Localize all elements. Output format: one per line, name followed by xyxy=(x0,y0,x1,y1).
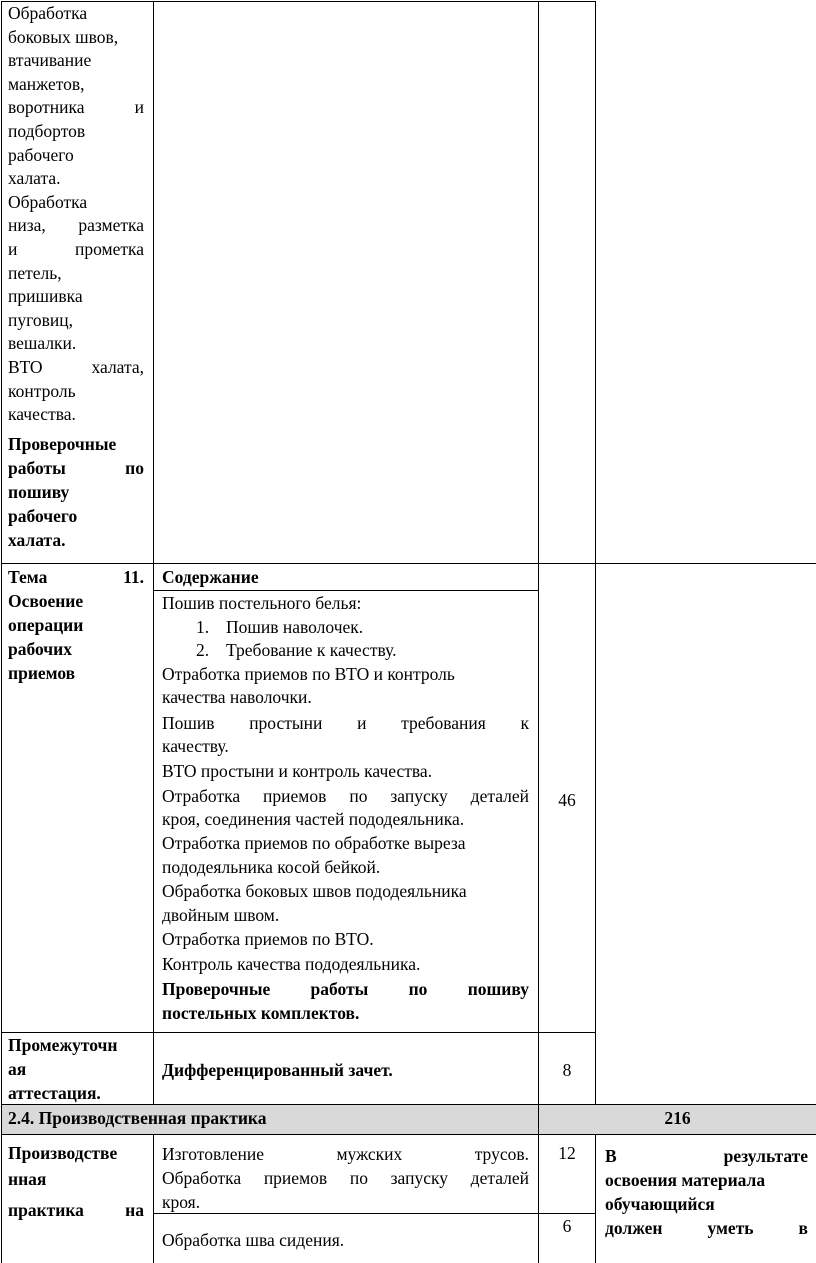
attestation-text: Дифференцированный зачет. xyxy=(162,1060,393,1080)
content-line: Отработка приемов по ВТО. xyxy=(162,929,374,950)
text-line-bold: рабочего xyxy=(8,506,78,526)
text-line: контроль xyxy=(8,380,76,401)
rule xyxy=(1,563,816,564)
text-line: Обработка xyxy=(8,3,88,23)
practice-label: нная xyxy=(8,1169,47,1189)
practice-label: Производстве xyxy=(8,1143,118,1163)
practice-text-line: кроя. xyxy=(162,1192,201,1212)
content-line: Отработка приемов по обработке выреза xyxy=(162,833,466,854)
content-line: пододеяльника косой бейкой. xyxy=(162,857,381,877)
content-line: кроя, соединения частей пододеяльника. xyxy=(162,809,465,830)
content-line: Контроль качества пододеяльника. xyxy=(162,953,421,974)
topic-title-line: Тема 11. xyxy=(8,567,144,587)
rule xyxy=(153,1,154,1104)
content-line: качества наволочки. xyxy=(162,687,312,708)
list-number: 1. xyxy=(196,616,210,637)
rule xyxy=(1,1134,816,1135)
content-intro: Пошив постельного белья: xyxy=(162,593,362,613)
rule xyxy=(595,1134,596,1263)
content-line: Пошив простыни и требования к xyxy=(162,712,529,733)
text-line: манжетов, xyxy=(8,73,85,94)
rule xyxy=(1,1,2,1263)
rule xyxy=(1,1,596,2)
text-line: подбортов xyxy=(8,121,86,141)
result-text-line: В результате xyxy=(605,1146,808,1166)
text-line: вешалки. xyxy=(8,333,77,354)
section-hours: 216 xyxy=(664,1108,691,1128)
rule xyxy=(1,1104,816,1105)
text-line: ВТО халата, xyxy=(8,357,144,377)
text-line: халата. xyxy=(8,168,61,189)
hours-value: 12 xyxy=(558,1143,576,1163)
hours-value: 46 xyxy=(558,790,576,810)
text-line: Обработка xyxy=(8,191,88,212)
section-title: 2.4. Производственная практика xyxy=(8,1108,267,1128)
practice-text-line: Обработка шва сидения. xyxy=(162,1230,345,1250)
rule xyxy=(153,1134,154,1263)
content-header: Содержание xyxy=(162,567,259,587)
attestation-label: Промежуточн xyxy=(8,1035,118,1055)
hours-value: 8 xyxy=(562,1060,572,1080)
content-line: качеству. xyxy=(162,736,229,757)
text-line: пуговиц, xyxy=(8,309,73,330)
rule xyxy=(538,1,539,1104)
list-item: Пошив наволочек. xyxy=(226,616,364,637)
result-text-line: обучающийся xyxy=(605,1194,715,1214)
list-number: 2. xyxy=(196,640,210,661)
text-line: рабочего xyxy=(8,144,74,165)
result-text-line: освоения материала xyxy=(605,1170,766,1190)
rule xyxy=(154,1213,596,1214)
practice-text-line: Изготовление мужских трусов. xyxy=(162,1144,529,1164)
text-line-bold: Проверочные xyxy=(8,434,117,454)
attestation-label: аттестация. xyxy=(8,1083,101,1103)
list-item: Требование к качеству. xyxy=(226,640,397,661)
text-line: и прометка xyxy=(8,239,144,259)
text-line-bold: работы по xyxy=(8,458,144,478)
text-line: качества. xyxy=(8,404,76,425)
attestation-label: ая xyxy=(8,1059,27,1079)
topic-title-line: приемов xyxy=(8,663,76,683)
content-line: двойным швом. xyxy=(162,905,280,925)
text-line: низа, разметка xyxy=(8,215,144,236)
topic-title-line: рабочих xyxy=(8,639,73,659)
content-line: Отработка приемов по ВТО и контроль xyxy=(162,663,455,684)
text-line: боковых швов, xyxy=(8,26,119,47)
text-line: петель, xyxy=(8,262,62,283)
text-line: пришивка xyxy=(8,286,83,307)
content-line-bold: постельных комплектов. xyxy=(162,1002,360,1023)
text-line: воротника и xyxy=(8,97,144,118)
practice-text-line: Обработка приемов по запуску деталей xyxy=(162,1168,529,1188)
hours-value: 6 xyxy=(562,1216,572,1236)
content-line: ВТО простыни и контроль качества. xyxy=(162,761,433,781)
text-line: втачивание xyxy=(8,50,92,71)
text-line-bold: пошиву xyxy=(8,482,70,502)
result-text-line: должен уметь в xyxy=(605,1218,808,1238)
topic-title-line: операции xyxy=(8,615,84,635)
content-line: Обработка боковых швов пододеяльника xyxy=(162,881,467,902)
topic-title-line: Освоение xyxy=(8,591,84,611)
practice-label: практика на xyxy=(8,1200,144,1220)
rule xyxy=(595,1,596,1104)
text-line-bold: халата. xyxy=(8,530,66,550)
content-line: Отработка приемов по запуску деталей xyxy=(162,785,529,806)
rule xyxy=(154,590,538,591)
rule xyxy=(1,1032,596,1033)
content-line-bold: Проверочные работы по пошиву xyxy=(162,978,529,999)
